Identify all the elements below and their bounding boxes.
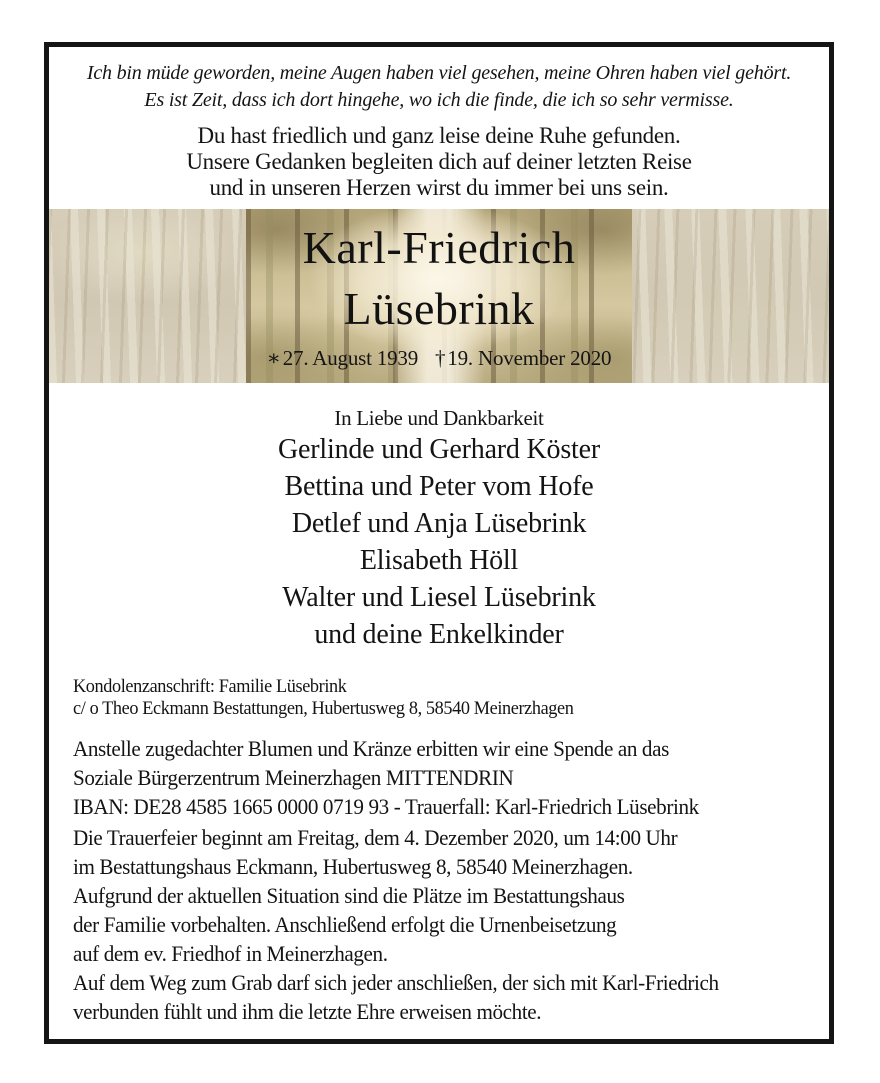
life-dates: [246, 346, 632, 371]
family-name: und deine Enkelkinder: [314, 619, 564, 650]
forest-photo-band: [49, 209, 829, 383]
funeral-line: auf dem ev. Friedhof in Meinerzhagen.: [73, 941, 388, 966]
donation-info: [73, 734, 781, 821]
condolence-line: c/ o Theo Eckmann Bestattungen, Hubertusweg 8, 58540 Meinerzhagen: [73, 698, 574, 719]
intro-line: Unsere Gedanken begleiten dich auf deiner letzten Reise: [186, 149, 692, 174]
donation-line: Soziale Bürgerzentrum Meinerzhagen MITTENDRIN: [73, 765, 514, 790]
donation-iban-line: IBAN: DE28 4585 1665 0000 0719 93 - Trauerfall: Karl-Friedrich Lüsebrink: [73, 794, 699, 819]
condolence-line: Kondolenzanschrift: Familie Lüsebrink: [73, 676, 347, 697]
family-name: Gerlinde und Gerhard Köster: [278, 434, 600, 465]
funeral-line: Aufgrund der aktuellen Situation sind die Plätze im Bestattungshaus: [73, 883, 625, 908]
intro-line: und in unseren Herzen wirst du immer bei uns sein.: [209, 175, 669, 200]
funeral-line: der Familie vorbehalten. Anschließend erfolgt die Urnenbeisetzung: [73, 912, 617, 937]
deceased-name-line1: Karl-Friedrich: [302, 222, 576, 273]
intro-line: Du hast friedlich und ganz leise deine Ruhe gefunden.: [197, 123, 681, 148]
donation-line: Anstelle zugedachter Blumen und Kränze erbitten wir eine Spende an das: [73, 736, 669, 761]
epigraph-verse: [49, 60, 829, 114]
epigraph-line: Ich bin müde geworden, meine Augen haben viel gesehen, meine Ohren haben viel gehört.: [86, 62, 792, 84]
forest-path-photo: [246, 209, 632, 383]
funeral-details: [73, 823, 781, 1026]
family-name: Walter und Liesel Lüsebrink: [282, 582, 596, 613]
epigraph-line: Es ist Zeit, dass ich dort hingehe, wo ich die finde, die ich so sehr vermisse.: [144, 89, 734, 111]
death-date: 19. November 2020: [447, 346, 612, 370]
family-name: Elisabeth Höll: [359, 545, 519, 576]
birth-date: 27. August 1939: [282, 346, 419, 370]
death-cross-icon: †: [435, 346, 446, 370]
intro-verse: [49, 123, 829, 201]
mourning-family-list: [49, 405, 829, 653]
funeral-line: Die Trauerfeier beginnt am Freitag, dem 4. Dezember 2020, um 14:00 Uhr: [73, 825, 678, 850]
birth-star-icon: ∗: [266, 346, 281, 370]
obituary-notice-frame: [44, 42, 834, 1044]
family-name: Bettina und Peter vom Hofe: [284, 471, 594, 502]
funeral-line: im Bestattungshaus Eckmann, Hubertusweg 8, 58540 Meinerzhagen.: [73, 854, 633, 879]
funeral-line: verbunden fühlt und ihm die letzte Ehre erweisen möchte.: [73, 999, 542, 1024]
deceased-name-line2: Lüsebrink: [343, 283, 535, 334]
funeral-line: Auf dem Weg zum Grab darf sich jeder anschließen, der sich mit Karl-Friedrich: [73, 970, 719, 995]
family-intro-line: In Liebe und Dankbarkeit: [334, 406, 544, 430]
family-name: Detlef und Anja Lüsebrink: [291, 508, 587, 539]
condolence-address: [73, 676, 781, 720]
